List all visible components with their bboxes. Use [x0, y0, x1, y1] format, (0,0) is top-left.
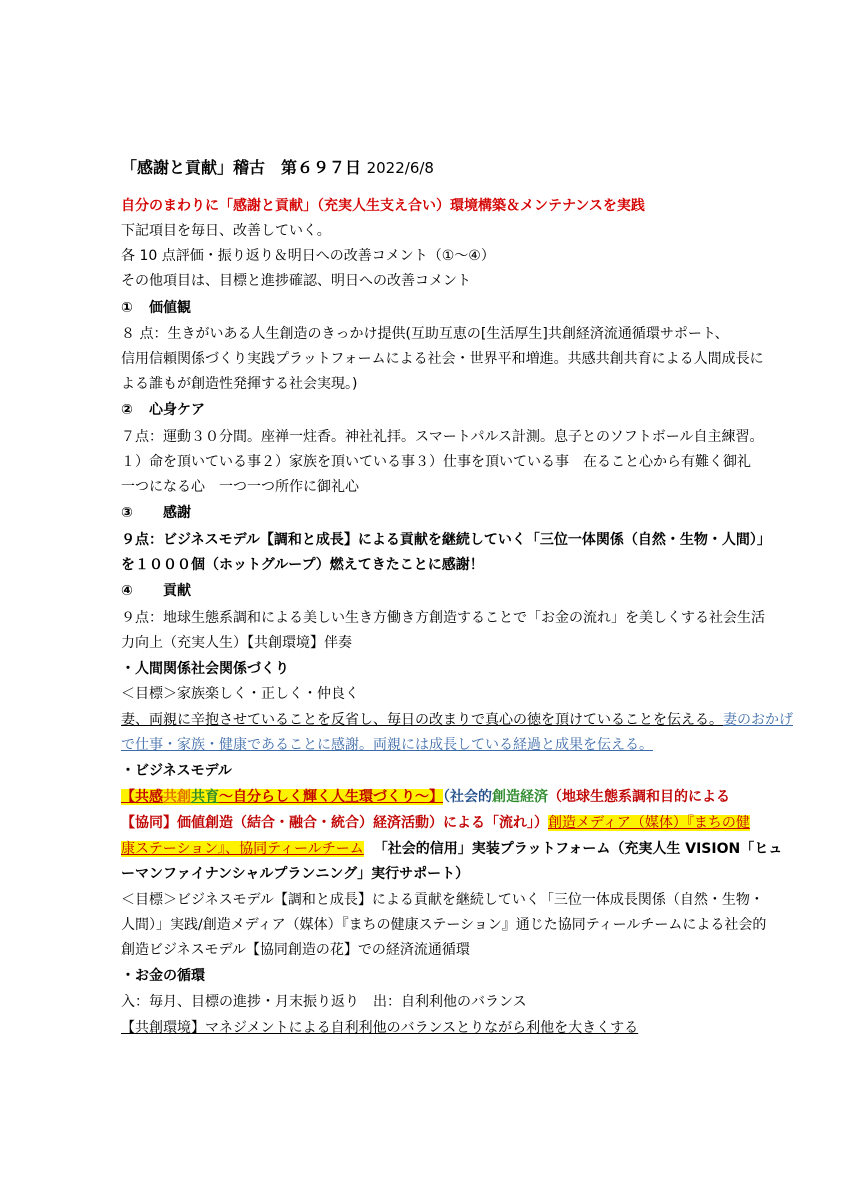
business-l1-f: 社会的	[450, 789, 492, 805]
title-date: 2022/6/8	[366, 159, 434, 177]
section-4-number: ④	[121, 583, 133, 599]
business-l1-h: （地球生態系調和目的による	[548, 789, 730, 805]
intro-headline: 自分のまわりに「感謝と貢献」（充実人生支え合い）環境構築＆メンテナンスを実践	[121, 198, 645, 214]
business-goal-3: 創造ビジネスモデル【協同創造の花】での経済流通循環	[121, 942, 470, 958]
section-3-line: ９点：ビジネスモデル【調和と成長】による貢献を継続していく「三位一体関係（自然・生物・人間）」	[121, 532, 771, 548]
money-heading: ・お金の循環	[121, 968, 205, 984]
section-3-title: 感謝	[163, 505, 191, 521]
section-2-line: １）命を頂いている事２）家族を頂いている事３）仕事を頂いている事 在ること心から有難く御礼	[121, 454, 751, 470]
section-1-number: ①	[121, 300, 133, 316]
intro-line-3: その他項目は、目標と進捗確認、明日への改善コメント	[121, 273, 471, 289]
section-4-title: 貢献	[163, 583, 191, 599]
business-l3-b: 「社会的信用」実装プラットフォーム（充実人生 VISION「ヒュ	[373, 841, 783, 857]
section-1-line: 信用信頼関係づくり実践プラットフォームによる社会・世界平和増進。共感共創共育による人間成長に	[121, 351, 764, 367]
business-l2-b: 創造メディア（媒体）『まちの健	[548, 815, 750, 831]
section-3-number: ③	[121, 505, 133, 521]
relations-goal: ＜目標＞家族楽しく・正しく・仲良く	[121, 686, 359, 702]
relations-line-1-tail: 妻のおかげ	[723, 712, 793, 728]
relations-line-1	[121, 710, 793, 730]
section-2-line: ７点：運動３０分間。座禅一炷香。神社礼拝。スマートパルス計測。息子とのソフトボール自主練習。	[121, 429, 764, 445]
section-2-line: 一つになる心 一つ一つ所作に御礼心	[121, 479, 359, 495]
business-heading: ・ビジネスモデル	[121, 763, 232, 779]
business-l1-a: 【共感	[121, 789, 163, 805]
relations-line-1-main: 妻、両親に辛抱させていることを反省し、毎日の改まりで真心の徳を頂けていることを伝える。	[121, 712, 723, 728]
section-3-heading	[121, 503, 741, 523]
money-line-2-text: 【共創環境】マネジメントによる自利利他のバランスとりながら利他を大きくする	[121, 1020, 639, 1036]
section-2-title: 心身ケア	[149, 402, 205, 418]
business-line-1	[121, 787, 741, 807]
intro-line-1: 下記項目を毎日、改善していく。	[121, 223, 331, 239]
section-3-line: を１０００個（ホットグループ）燃えてきたことに感謝！	[121, 557, 484, 573]
section-2-heading	[121, 400, 741, 420]
business-l3-a: 康ステーション』、協同ティールチーム	[121, 841, 364, 857]
business-line-2	[121, 813, 750, 833]
section-4-heading	[121, 581, 741, 601]
business-goal-2: 人間）」実践/創造メディア（媒体）『まちの健康ステーション』通じた協同ティールチームによる社会的	[121, 917, 767, 933]
section-4-line: ９点：地球生態系調和による美しい生き方働き方創造することで「お金の流れ」を美しくする社会生活	[121, 610, 765, 626]
money-line-2	[121, 1018, 741, 1038]
section-1-heading	[121, 298, 741, 318]
business-l1-g: 創造経済	[492, 789, 548, 805]
business-l1-d: ～自分らしく輝く人生環づくり～】	[219, 789, 443, 805]
section-1-line: ８ 点：生きがいある人生創造のきっかけ提供(互助互恵の[生活厚生]共創経済流通循環サポート、	[121, 326, 729, 342]
relations-line-2	[121, 735, 741, 755]
section-2-number: ②	[121, 402, 133, 418]
relations-line-2-text: で仕事・家族・健康であることに感謝。両親には成長している経過と成果を伝える。	[121, 737, 653, 753]
intro-line-2: 各 10 点評価・振り返り＆明日への改善コメント（①～④）	[121, 248, 495, 264]
business-l1-c: 共育	[191, 789, 219, 805]
business-line-4: ーマンファイナンシャルプランニング」実行サポート）	[121, 866, 470, 882]
business-l2-a: 【協同】価値創造（結合・融合・統合）経済活動）による「流れ」）	[121, 815, 548, 831]
relations-heading: ・人間関係社会関係づくり	[121, 661, 289, 677]
page-title	[121, 158, 741, 178]
business-goal-1: ＜目標＞ビジネスモデル【調和と成長】による貢献を継続していく「三位一体成長関係（自然・生物・	[121, 892, 764, 908]
business-line-3	[121, 839, 783, 859]
section-1-line: よる誰もが創造性発揮する社会実現。)	[121, 376, 358, 392]
money-line-1: 入：毎月、目標の進捗・月末振り返り 出：自利利他のバランス	[121, 994, 527, 1010]
business-l1-e: （	[443, 789, 450, 805]
title-text: 「感謝と貢献」稽古 第６９７日	[121, 158, 362, 177]
section-1-title: 価値観	[149, 300, 191, 316]
section-4-line: 力向上（充実人生）【共創環境】伴奏	[121, 635, 352, 651]
business-l1-b: 共創	[163, 789, 191, 805]
